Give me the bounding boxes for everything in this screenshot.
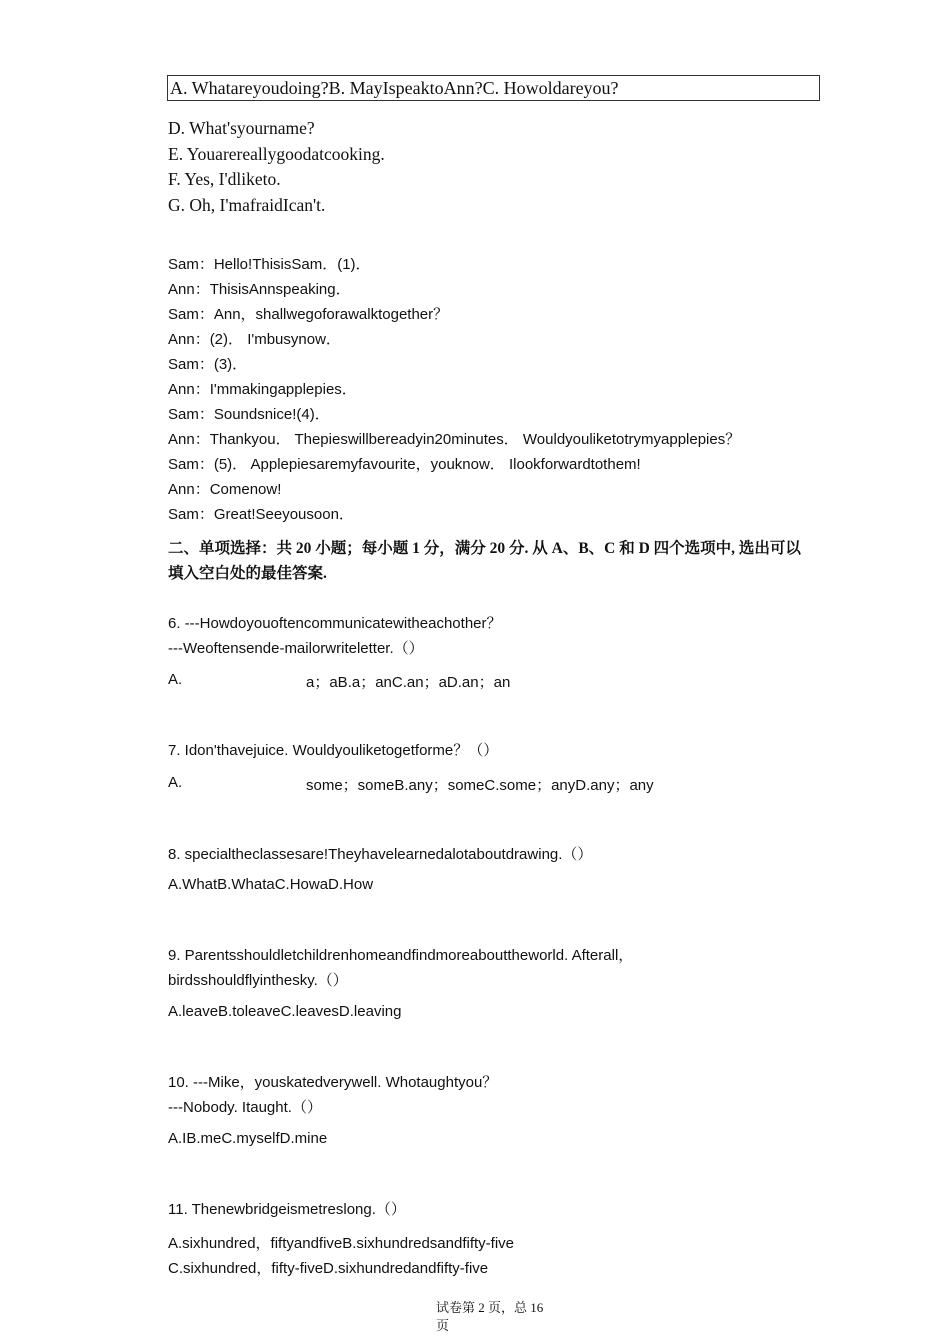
dialogue-line: Sam：Great!Seeyousoon． [168,506,354,523]
choice-label: A. [168,774,183,791]
question-text: 7. Idon'thavejuice. Wouldyouliketogetforme？（） [168,742,499,759]
dialogue-line: Sam：Soundsnice!(4)． [168,406,330,423]
question-text: ---Weoftensende-mailorwriteletter.（） [168,640,424,657]
dialogue-line: Ann：Thankyou． Thepieswillbereadyin20minutes． Wouldyouliketotrymyapplepies？ [168,431,741,448]
page-footer-cont: 页 [436,1318,450,1333]
dialogue-line: Sam：(3)． [168,356,248,373]
dialogue-line: Ann：Comenow! [168,481,282,498]
question-text: ---Nobody. Itaught.（） [168,1099,322,1116]
section-heading-cont: 填入空白处的最佳答案. [168,565,327,582]
section-heading: 二、单项选择：共 20 小题；每小题 1 分，满分 20 分. 从 A、B、C 和 D 四个选项中, 选出可以 [168,540,801,557]
option-g: G. Oh, I'mafraidIcan't. [168,195,326,215]
question-text: 11. Thenewbridgeismetreslong.（） [168,1201,406,1218]
answer-choices: some；someB.any；someC.some；anyD.any；any [306,777,654,794]
option-d: D. What'syourname? [168,118,315,138]
question-text: 10. ---Mike，youskatedverywell. Whotaughtyou？ [168,1074,498,1091]
option-box: A. Whatareyoudoing?B. MayIspeaktoAnn?C. Howoldareyou? [167,75,820,101]
answer-choices: A.WhatB.WhataC.HowaD.How [168,876,374,893]
dialogue-line: Sam：Hello!ThisisSam．(1)． [168,256,371,273]
dialogue-line: Ann：ThisisAnnspeaking． [168,281,351,298]
choice-label: A. [168,671,183,688]
option-f: F. Yes, I'dliketo. [168,169,281,189]
answer-choices: a；aB.a；anC.an；aD.an；an [306,674,511,691]
dialogue-line: Ann：I'mmakingapplepies． [168,381,357,398]
dialogue-line: Sam：Ann，shallwegoforawalktogether？ [168,306,449,323]
option-e: E. Youarereallygoodatcooking. [168,144,385,164]
answer-choices: C.sixhundred，fifty-fiveD.sixhundredandfifty-five [168,1260,489,1277]
question-text: 9. Parentsshouldletchildrenhomeandfindmoreabouttheworld. Afterall， [168,947,634,964]
answer-choices: A.leaveB.toleaveC.leavesD.leaving [168,1003,402,1020]
answer-choices: A.IB.meC.myselfD.mine [168,1130,328,1147]
dialogue-line: Sam：(5)． Applepiesaremyfavourite，youknow． Ilookforwardtothem! [168,456,641,473]
dialogue-line: Ann：(2)． I'mbusynow． [168,331,341,348]
question-text: birdsshouldflyinthesky.（） [168,972,348,989]
page-footer: 试卷第 2 页，总 16 [436,1300,544,1315]
question-text: 6. ---Howdoyouoftencommunicatewitheachother？ [168,615,502,632]
answer-choices: A.sixhundred，fiftyandfiveB.sixhundredsandfifty-five [168,1235,515,1252]
question-text: 8. specialtheclassesare!Theyhavelearnedalotaboutdrawing.（） [168,846,593,863]
